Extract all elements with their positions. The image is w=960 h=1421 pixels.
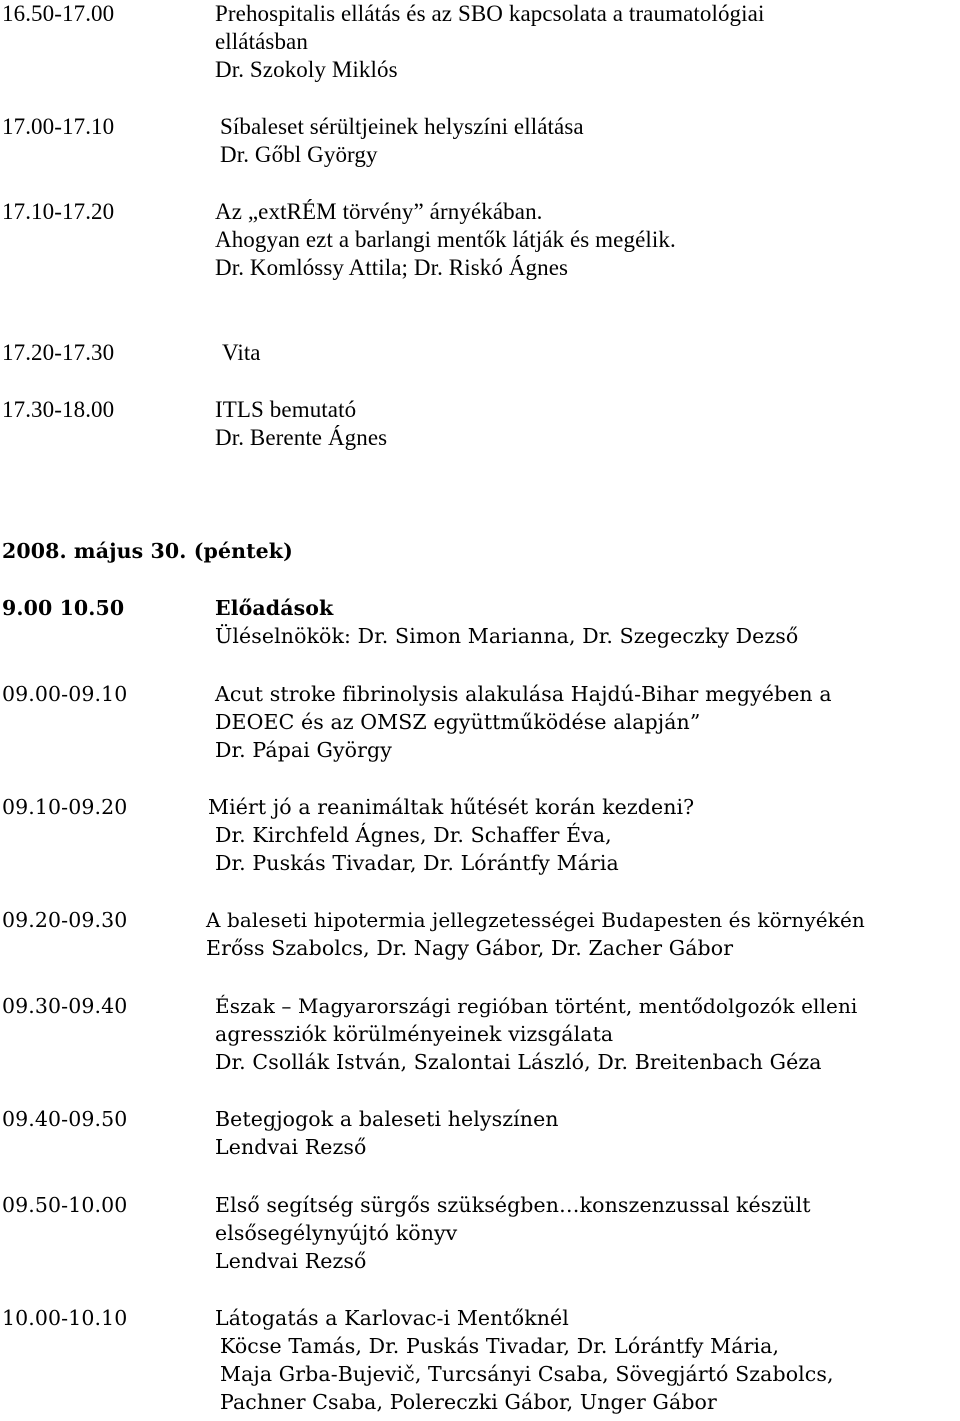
session-time: 9.00 10.50 (2, 596, 125, 620)
item-time: 09.00-09.10 (2, 682, 128, 706)
item-presenter: Dr. Szokoly Miklós (215, 57, 398, 82)
item-time: 10.00-10.10 (2, 1306, 128, 1330)
item-presenter: Pachner Csaba, Polereczki Gábor, Unger Gábor (220, 1390, 717, 1414)
item-time: 16.50-17.00 (2, 1, 115, 26)
item-title: elsősegélynyújtó könyv (215, 1221, 458, 1245)
day-heading: 2008. május 30. (péntek) (2, 539, 293, 563)
item-title: agressziók körülményeinek vizsgálata (215, 1022, 614, 1046)
item-time: 09.20-09.30 (2, 908, 128, 932)
item-title: Első segítség sürgős szükségben…konszenzussal készült (215, 1193, 811, 1217)
item-time: 17.30-18.00 (2, 397, 115, 422)
item-title: Az „extRÉM törvény” árnyékában. (215, 199, 543, 224)
item-title: ITLS bemutató (215, 397, 357, 422)
item-title: Betegjogok a baleseti helyszínen (215, 1107, 559, 1131)
item-presenter: Dr. Kirchfeld Ágnes, Dr. Schaffer Éva, (215, 823, 612, 847)
item-title: ellátásban (215, 29, 308, 54)
item-title: Síbaleset sérültjeinek helyszíni ellátása (220, 114, 584, 139)
item-time: 17.20-17.30 (2, 340, 115, 365)
item-presenter: Dr. Komlóssy Attila; Dr. Riskó Ágnes (215, 255, 569, 280)
item-title: A baleseti hipotermia jellegzetességei Budapesten és környékén (206, 908, 865, 932)
item-time: 09.40-09.50 (2, 1107, 128, 1131)
item-presenter: Dr. Berente Ágnes (215, 425, 388, 450)
item-time: 09.50-10.00 (2, 1193, 128, 1217)
item-title: DEOEC és az OMSZ együttműködése alapján” (215, 710, 701, 734)
session-chairs: Üléselnökök: Dr. Simon Marianna, Dr. Szegeczky Dezső (215, 624, 799, 648)
item-title: Látogatás a Karlovac-i Mentőknél (215, 1306, 569, 1330)
item-title: Prehospitalis ellátás és az SBO kapcsolata a traumatológiai (215, 1, 765, 26)
item-presenter: Köcse Tamás, Dr. Puskás Tivadar, Dr. Lórántfy Mária, (220, 1334, 780, 1358)
item-presenter: Maja Grba-Bujevič, Turcsányi Csaba, Sövegjártó Szabolcs, (220, 1362, 834, 1386)
item-time: 17.00-17.10 (2, 114, 115, 139)
item-presenter: Dr. Csollák István, Szalontai László, Dr. Breitenbach Géza (215, 1050, 822, 1074)
item-title: Acut stroke fibrinolysis alakulása Hajdú-Bihar megyében a (215, 682, 832, 706)
item-presenter: Lendvai Rezső (215, 1249, 367, 1273)
item-presenter: Dr. Pápai György (215, 738, 392, 762)
item-title: Miért jó a reanimáltak hűtését korán kezdeni? (208, 795, 695, 819)
item-time: 09.10-09.20 (2, 795, 128, 819)
item-time: 17.10-17.20 (2, 199, 115, 224)
item-presenter: Lendvai Rezső (215, 1135, 367, 1159)
item-presenter: Dr. Puskás Tivadar, Dr. Lórántfy Mária (215, 851, 619, 875)
item-presenter: Dr. Gőbl György (220, 142, 378, 167)
item-title: Vita (222, 340, 261, 365)
item-time: 09.30-09.40 (2, 994, 128, 1018)
item-title: Ahogyan ezt a barlangi mentők látják és megélik. (215, 227, 676, 252)
item-title: Észak – Magyarországi regióban történt, mentődolgozók elleni (215, 994, 858, 1018)
item-presenter: Erőss Szabolcs, Dr. Nagy Gábor, Dr. Zacher Gábor (206, 936, 734, 960)
session-title: Előadások (215, 596, 334, 620)
